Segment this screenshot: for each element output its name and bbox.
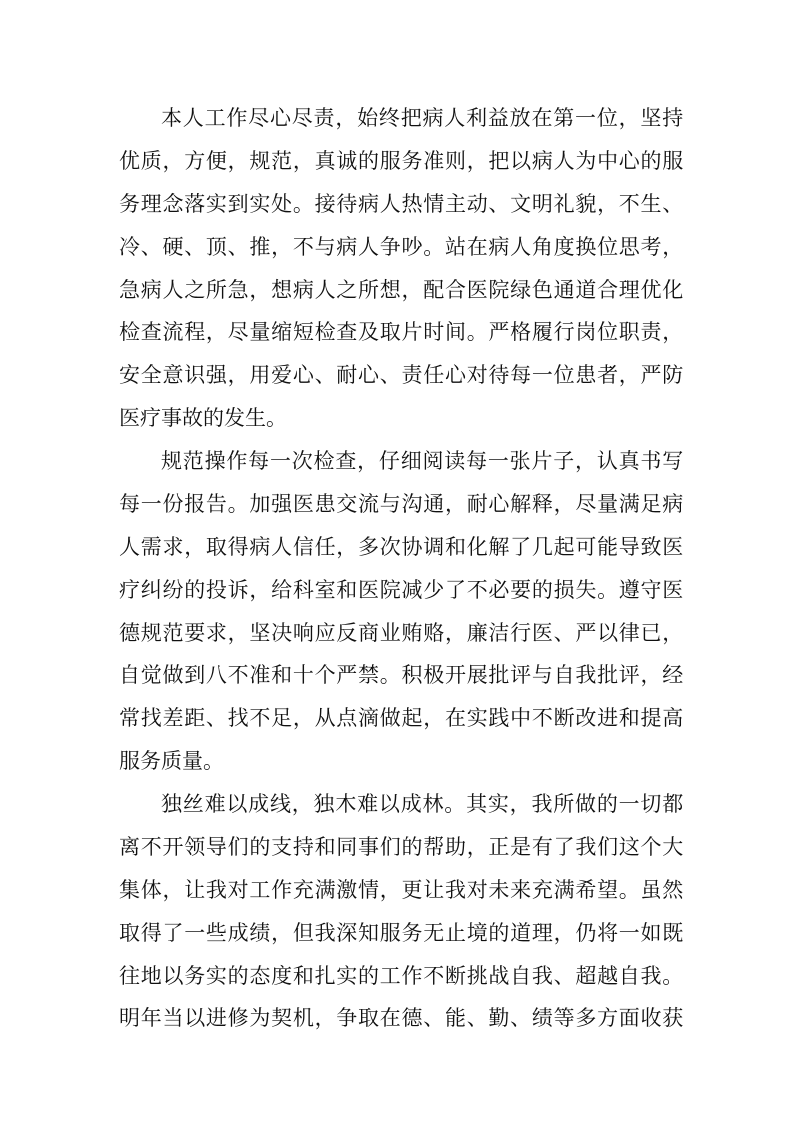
paragraph-3-line-3: 集体，让我对工作充满激情，更让我对未来充满希望。虽然 <box>119 878 684 902</box>
paragraph-1-line-2: 优质，方便，规范，真诚的服务准则，把以病人为中心的服 <box>119 149 684 173</box>
paragraph-3-line-5: 往地以务实的态度和扎实的工作不断挑战自我、超越自我。 <box>119 964 684 988</box>
paragraph-2-line-2: 每一份报告。加强医患交流与沟通，耐心解释，尽量满足病 <box>119 492 684 516</box>
paragraph-1-line-3: 务理念落实到实处。接待病人热情主动、文明礼貌，不生、 <box>119 192 684 216</box>
paragraph-3-line-6: 明年当以进修为契机，争取在德、能、勤、绩等多方面收获 <box>119 1006 684 1030</box>
paragraph-2-line-1: 规范操作每一次检查，仔细阅读每一张片子，认真书写 <box>161 449 684 473</box>
paragraph-2-line-5: 德规范要求，坚决响应反商业贿赂，廉洁行医、严以律已， <box>119 621 684 645</box>
paragraph-3-line-2: 离不开领导们的支持和同事们的帮助，正是有了我们这个大 <box>119 835 684 859</box>
paragraph-2-line-3: 人需求，取得病人信任，多次协调和化解了几起可能导致医 <box>119 535 684 559</box>
paragraph-3-line-4: 取得了一些成绩，但我深知服务无止境的道理，仍将一如既 <box>119 921 684 945</box>
paragraph-3-line-1: 独丝难以成线，独木难以成林。其实，我所做的一切都 <box>161 792 684 816</box>
paragraph-1-line-8: 医疗事故的发生。 <box>119 406 287 430</box>
paragraph-2-line-6: 自觉做到八不准和十个严禁。积极开展批评与自我批评，经 <box>119 663 684 687</box>
paragraph-1-line-1: 本人工作尽心尽责，始终把病人利益放在第一位，坚持 <box>161 106 684 130</box>
paragraph-1-line-4: 冷、硬、顶、推，不与病人争吵。站在病人角度换位思考， <box>119 235 684 259</box>
paragraph-1-line-6: 检查流程，尽量缩短检查及取片时间。严格履行岗位职责， <box>119 320 684 344</box>
paragraph-1-line-7: 安全意识强，用爱心、耐心、责任心对待每一位患者，严防 <box>119 363 684 387</box>
paragraph-1-line-5: 急病人之所急，想病人之所想，配合医院绿色通道合理优化 <box>119 278 684 302</box>
paragraph-2-line-4: 疗纠纷的投诉，给科室和医院减少了不必要的损失。遵守医 <box>119 578 684 602</box>
paragraph-2-line-8: 服务质量。 <box>119 749 224 773</box>
paragraph-2-line-7: 常找差距、找不足，从点滴做起，在实践中不断改进和提高 <box>119 706 684 730</box>
